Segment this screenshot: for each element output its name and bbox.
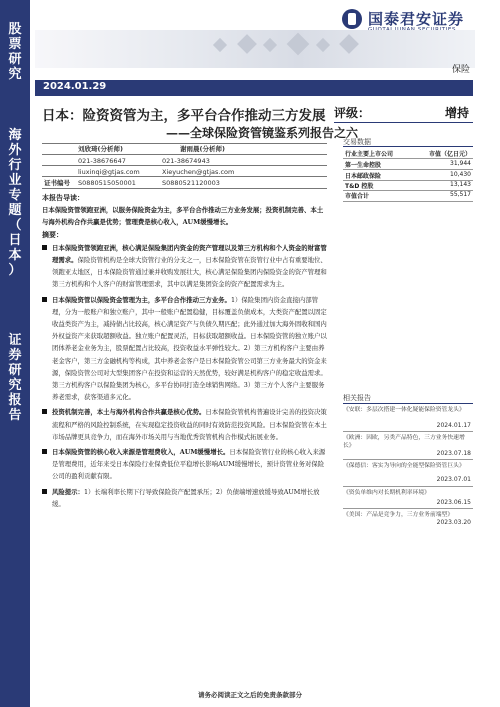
market-cap: 55,517 [450, 191, 471, 198]
divider [343, 403, 473, 404]
abstract-point [42, 406, 329, 443]
sidebar-char: 专 [8, 188, 22, 203]
sidebar-char: （ [8, 218, 22, 233]
related-report-date: 2023.07.18 [436, 450, 471, 457]
analyst-phone: 021-38676647 [78, 157, 126, 165]
divider [343, 158, 473, 159]
table-row [343, 191, 473, 200]
brand-logo-icon [342, 9, 362, 29]
point-lead: 日本保险资管以保险资金管理为主，多平台合作推动三方业务。 [52, 295, 231, 304]
sidebar-char: 行 [8, 158, 22, 173]
sidebar-char: 日 [8, 233, 22, 248]
point-lead: 日本保险资管的核心收入来源是管理费收入，AUM缓慢增长。 [52, 448, 230, 457]
divider [343, 201, 473, 202]
report-subtitle: ——全球保险资管镜鉴系列报告之六 [166, 126, 359, 140]
table-row [343, 171, 473, 180]
point-lead: 日本保险资管领跑亚洲，核心满足保险集团内资金的资产管理以及第三方机构和个人资金的财富管理需求。 [52, 243, 327, 265]
point-lead: 投资机制完善，本土与海外机构合作共赢是核心优势。 [52, 408, 206, 417]
related-report-link[interactable]: 《欧洲：因欧，另类产品特色，三方业务快速增长》 [343, 435, 465, 449]
sidebar-char: 题 [8, 203, 22, 218]
market-cap: 13,143 [450, 181, 471, 188]
rating-value: 增持 [444, 106, 469, 120]
analyst-cert: S0880521120003 [162, 179, 220, 187]
analyst-name: 刘欣琦(分析师) [78, 145, 123, 153]
sidebar-char: 研 [8, 52, 22, 67]
related-report-link[interactable]: 《美国：产品是竞争力，三方业务前端型》 [343, 512, 454, 518]
cert-label: 证书编号 [44, 179, 70, 187]
sidebar-group-securities-report [0, 333, 30, 423]
company-name: 日本邮政保险 [345, 173, 382, 180]
sidebar-char: 究 [8, 67, 22, 82]
sidebar-char: 外 [8, 143, 22, 158]
market-cap: 10,430 [450, 171, 471, 178]
analyst-email[interactable]: Xieyuchen@gtjas.com [162, 168, 235, 176]
divider [42, 176, 327, 177]
guide-text: 日本保险资管领跑亚洲，以服务保险资金为主，多平台合作推动三方业务发展；投资机制完善、本土与海外机构合作共赢是优势；管理费是核心收入，AUM缓慢增长。 [42, 206, 324, 227]
sidebar-char: 海 [8, 128, 22, 143]
point-text: 1）保险集团内资金直接内部管理，分为一般账户和独立账户，其中一般账户配置稳健，目标覆盖负债成本，大类资产配置以固定收益类资产为主，减持债占比较高，核心满足资产与负债久期匹配；此外通过加大海外固收和国内外权益资产来获取超额收益。独立账户配置灵活，目标获取超额收益。日本保险资管的独立账户以团体养老金业务为主，股票配置占比较高，投资收益水平弹性较大。2）第三方机构客户主要由养老金客户，第三方金融机构等构成，其中养老金客户是日本保险资管公司第三方业务最大的资金来源，保险资管公司对大型集团客户在投资和运营的天然优势，较好满足机构客户的稳定收益需求。第三方机构客户以保险集团为核心，多平台协同打造全球销售网络。3）第三方个人客户主要服务养老需求，获客渠道多元化。 [52, 295, 327, 402]
table-row [343, 181, 473, 190]
analyst-cert: S0880515050001 [78, 179, 136, 187]
sidebar-char: 研 [8, 363, 22, 378]
company-name: 第一生命控股 [345, 162, 382, 169]
divider [42, 143, 327, 144]
report-date: 2024.01.29 [43, 81, 107, 92]
abstract-point [42, 242, 329, 291]
header-banner [35, 30, 475, 68]
brand-name-cn: 国泰君安证券 [368, 10, 465, 28]
related-report-link[interactable]: 《资负单维内对长期机利率环境》 [343, 490, 430, 496]
company-name: 市值合计 [345, 193, 370, 200]
date-bar [35, 80, 473, 96]
point-lead: 风险提示： [52, 487, 84, 496]
divider [343, 508, 473, 509]
trade-data-title: 交易数据 [343, 138, 371, 146]
table-row [343, 160, 473, 169]
point-text: 日本保险资管行业的核心收入来源是管理费用，近年来受日本保险行业保费低位平稳增长影响AUM缓慢增长，预计资管业务对保险公司的盈利贡献有限。 [52, 448, 326, 481]
abstract-point [42, 446, 329, 483]
analyst-email[interactable]: liuxinqi@gtjas.com [78, 168, 140, 176]
footer-disclaimer: 请务必阅读正文之后的免责条款部分 [198, 691, 302, 699]
sidebar-char: 股 [8, 22, 22, 37]
sidebar-char: 票 [8, 37, 22, 52]
divider [334, 122, 473, 123]
industry-tag: 保险 [451, 65, 470, 75]
analyst-name: 谢雨晨(分析师) [180, 145, 225, 153]
sidebar-char: 业 [8, 173, 22, 188]
sidebar [0, 0, 30, 707]
sidebar-char: 券 [8, 348, 22, 363]
analyst-phone: 021-38674943 [162, 157, 210, 165]
sidebar-char: 证 [8, 333, 22, 348]
rating-label: 评级： [334, 106, 371, 120]
related-report-date: 2024.01.17 [436, 422, 471, 429]
divider [343, 146, 473, 147]
related-report-date: 2023.06.15 [436, 499, 471, 506]
point-text: 保险资管机构是全球大资管行业的分支之一，日本保险资管在资管行业中占有重要地位、领跑亚太地区，日本保险资管通过兼并收购发展壮大，核心满足保险集团内保险资金的资产管理和第三方机构和个人客户的财富管理需求，其中以满足集团资金的资产配置需求为主。 [52, 256, 327, 289]
market-cap: 31,944 [450, 160, 471, 167]
sidebar-char: 究 [8, 378, 22, 393]
rating-box [334, 104, 473, 120]
related-reports-title: 相关报告 [343, 394, 371, 402]
sidebar-char: 报 [8, 393, 22, 408]
header-market-cap: 市值（亿日元） [428, 151, 471, 158]
divider [343, 431, 473, 432]
sidebar-group-overseas-topic [0, 128, 30, 278]
divider [42, 154, 327, 155]
sidebar-char: ） [8, 263, 22, 278]
abstract-point [42, 294, 329, 404]
header-company: 行业主要上市公司 [345, 151, 394, 158]
divider [343, 169, 473, 170]
sidebar-char: 告 [8, 408, 22, 423]
point-text: 1）长端利率长期下行导致保险资产配置承压；2）负债端增速放缓导致AUM增长放缓。 [52, 487, 320, 508]
divider [42, 188, 327, 189]
trade-table-header [343, 149, 473, 158]
related-report-link[interactable]: 《安联：多层次搭建一体化疑能保险资管龙头》 [343, 407, 465, 413]
sidebar-char: 本 [8, 248, 22, 263]
related-report-date: 2023.07.01 [436, 476, 471, 483]
abstract-title: 摘要： [42, 229, 63, 239]
report-body [42, 192, 329, 510]
guide-title: 本报告导读： [42, 193, 84, 202]
sidebar-group-stock-research [0, 22, 30, 82]
related-report-date: 2023.03.20 [436, 519, 471, 526]
company-name: T&D 控股 [345, 183, 374, 190]
report-title: 日本：险资资管为主，多平台合作推动三方发展 [42, 108, 326, 124]
point-text: 日本保险资管机构普遍设计完善的投资决策流程和严格的风险控制系统，在实现稳定投资收益的同时有效防范投资风险。日本保险资管在本土市场品牌更具竞争力，而在海外市场关用与当地优秀资管机构合作模式拓展业务。 [52, 408, 327, 441]
divider [42, 165, 327, 166]
related-report-link[interactable]: 《保德信：客实为导向的全能型保险资管巨头》 [343, 463, 465, 469]
abstract-point [42, 486, 329, 510]
divider [343, 459, 473, 460]
divider [343, 486, 473, 487]
